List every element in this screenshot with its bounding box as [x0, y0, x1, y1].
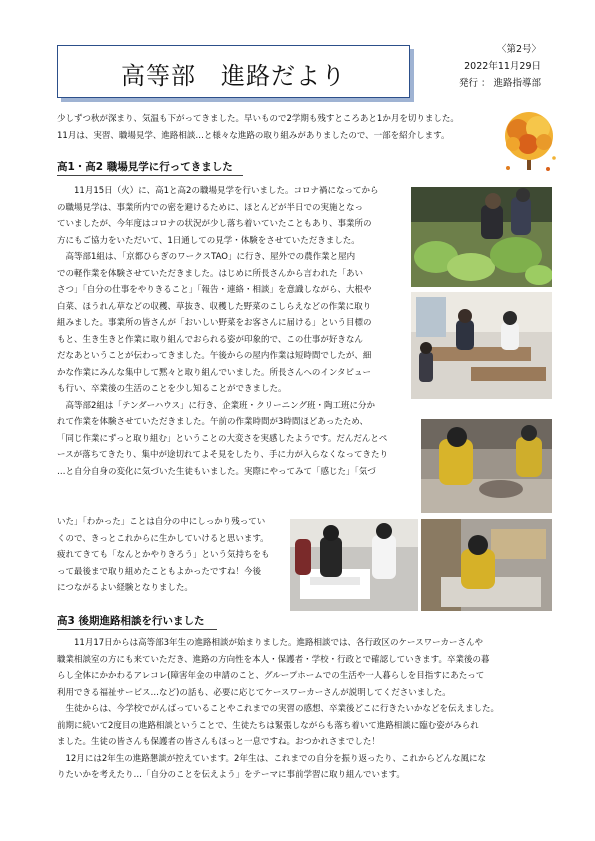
body-line: 高等部2組は「テンダーハウス」に行き、企業班・クリーニング班・陶工班に分か [65, 400, 375, 411]
body-line: 組みました。事業所の皆さんが「おいしい野菜をお客さんに届ける」という目標の [57, 318, 372, 328]
body-line: 疲れてきても「なんとかやりきろう」という気持ちをも [57, 550, 270, 560]
body-line: らし全体にかかわるアレコレ(障害年金の申請のこと、グループホームでの生活や一人暮らしを目指すにあたって [57, 671, 485, 681]
page-title: 高等部 進路だより [121, 62, 346, 90]
body-line: れて作業を体験させていただきました。午前の作業時間が3時間ほどあったため、 [57, 417, 368, 427]
header-meta [401, 41, 541, 92]
body-line: くので、きっとこれからに生かしていけると思います。 [57, 533, 269, 544]
photo-packaging-work [421, 519, 552, 611]
body-line: につながるよい経験となりました。 [57, 583, 193, 593]
body-line: 白菜、ほうれん草などの収穫、草抜き、収穫した野菜のこしらえなどの作業に取り [57, 301, 372, 312]
issue-date: 2022年11月29日 [464, 61, 541, 72]
body-line: 前期に続いて2度目の進路相談ということで、生徒たちは緊張しながらも落ち着いて進路相談に臨む姿がみられ [57, 720, 479, 731]
body-line: での軽作業を体験させていただきました。はじめに所長さんから言われた「あい [57, 268, 364, 279]
title-box [57, 45, 410, 98]
body-line: もと、生き生きと作業に取り組んでおられる姿が印象的で、この仕事が好きなん [57, 334, 363, 345]
body-line: 12月には2年生の進路懇談が控えています。2年生は、これまでの自分を振り返ったり、これからどんな風にな [65, 753, 486, 764]
intro-line: 少しずつ秋が深まり、気温も下がってきました。早いもので2学期も残すところあと1か月を切りました。 [57, 114, 459, 124]
body-line: の職場見学は、事業所内での密を避けるために、ほとんどが半日での実施となっ [57, 202, 364, 213]
section2-heading: 高3 後期進路相談を行いました [57, 613, 217, 630]
body-line: って最後まで取り組めたこともよかったですね！今後 [57, 566, 262, 577]
body-line: ていましたが、今年度はコロナの状況が少し落ち着いていたこともあり、事業所の [57, 219, 372, 229]
body-line: も行い、卒業後の生活のことを少し知ることができました。 [57, 384, 287, 394]
body-line: さつ」「自分の仕事をやりきること」「報告・連絡・相談」を意識しながら、大根や [57, 285, 372, 295]
body-line: 「同じ作業にずっと取り組む」ということの大変さを実感したようです。だんだんとペ [57, 433, 388, 444]
photo-indoor-work [411, 292, 552, 399]
intro-line: 11月は、実習、職場見学、進路相談…と様々な進路の取り組みがありましたので、一部を紹介します。 [57, 130, 450, 141]
section1-heading: 高1・高2 職場見学に行ってきました [57, 159, 243, 176]
body-line: かな作業にみんな集中して黙々と取り組んでいました。所長さんへのインタビュー [57, 367, 371, 378]
body-line: ました。生徒の皆さんも保護者の皆さんもほっと一息ですね。おつかれさまでした！ [57, 737, 380, 747]
body-line: ースが落ちてきたり、集中が途切れてよそ見をしたり、手に力が入らなくなってきたり [57, 450, 388, 460]
autumn-tree-illustration [498, 108, 560, 174]
body-line: 利用できる福祉サービス…など)の話も、必要に応じてケースワーカーさんが説明してくださいました。 [57, 687, 451, 698]
body-line: …と自分自身の変化に気づいた生徒もいました。実際にやってみて「感じた」「気づ [57, 466, 376, 477]
section1-body [57, 183, 409, 480]
body-line: 高等部1組は、「京都ひらぎのワークスTAO」に行き、屋外での農作業と屋内 [65, 252, 356, 262]
body-line: りたいかを考えたり…「自分のことを伝えよう」をテーマに事前学習に取り組んでいます。 [57, 770, 405, 780]
body-line: いた」「わかった」ことは自分の中にしっかり残ってい [57, 517, 266, 527]
issue-number: 〈第2号〉 [496, 44, 541, 55]
body-line: 方にもご協力をいただいて、1日通しての見学・体験をさせていただきました。 [57, 235, 360, 246]
photo-farm-harvest [411, 187, 552, 287]
section2-body [57, 635, 557, 784]
photo-cleaning-work [290, 519, 418, 611]
publisher: 発行 ： 進路指導部 [458, 78, 541, 89]
section1-body-narrow [57, 514, 289, 597]
intro-text [57, 111, 497, 144]
body-line: だなあということが伝わってきました。午後からの屋内作業は短時間でしたが、細 [57, 351, 372, 361]
body-line: 11月17日からは高等部3年生の進路相談が始まりました。進路相談では、各行政区のケースワーカーさんや [74, 638, 483, 648]
body-line: 職業相談室の方にも来ていただき、進路の方向性を本人・保護者・学校・行政とで確認していきます。卒業後の暮 [57, 654, 490, 665]
photo-ceramics-work [421, 419, 552, 513]
body-line: 生徒からは、今学校でがんばっていることやこれまでの実習の感想、卒業後どこに行きたいかなどを伝えました。 [65, 704, 500, 714]
body-line: 11月15日（火）に、高1と高2の職場見学を行いました。コロナ禍になってから [74, 186, 379, 196]
